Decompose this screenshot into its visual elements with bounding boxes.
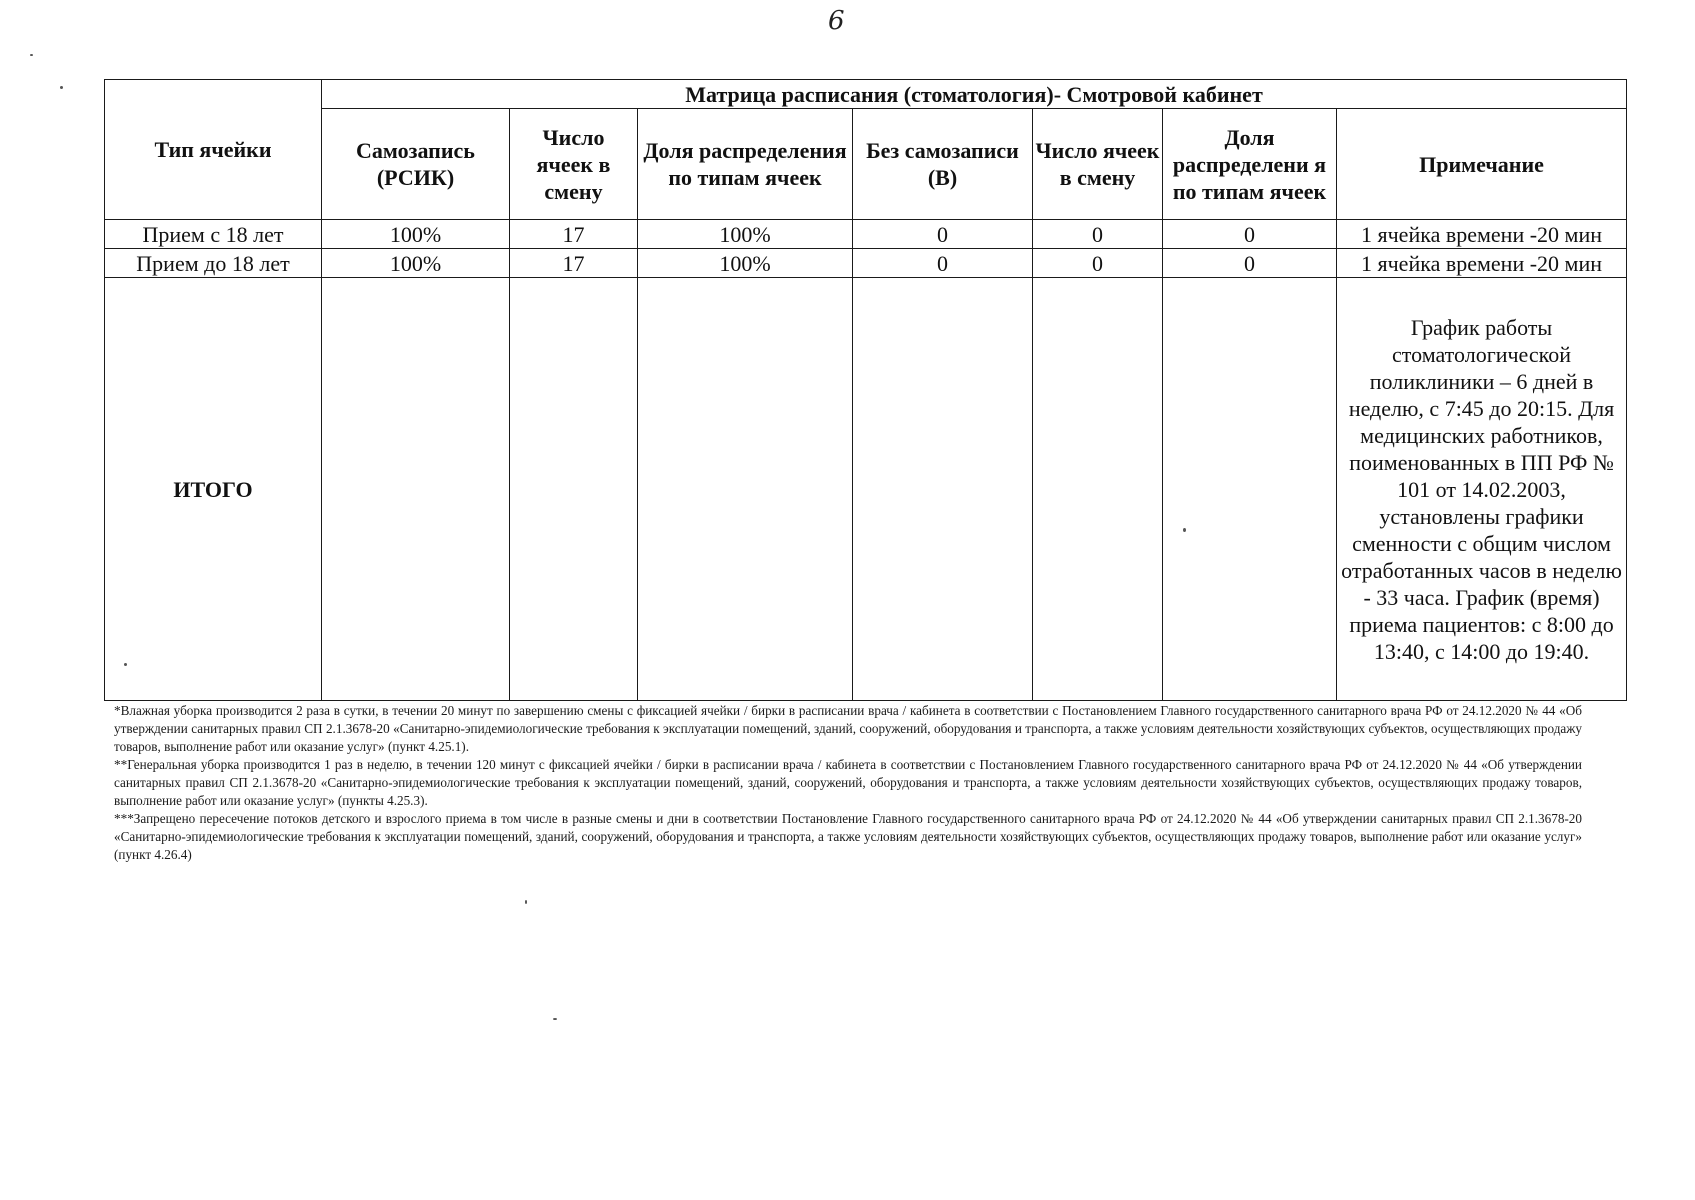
footnote-wet-cleaning: *Влажная уборка производится 2 раза в сутки, в течении 20 минут по завершению смены с фиксацией ячейки / бирки в расписании врача / кабинета в соответствии с Постановлением Главного государственного санитарного врача РФ от 24.12.2020 № 44 «Об утверждении санитарных правил СП 2.1.3678-20 «Санитарно-эпидемиологические требования к эксплуатации помещений, зданий, сооружений, оборудования и транспорта, а также условиям деятельности хозяйствующих субъектов, осуществляющих продажу товаров, выполнение работ или оказание услуг» (пункт 4.25.1).: [114, 703, 1582, 754]
row-no-self-booking: 0: [853, 220, 1033, 249]
total-label: ИТОГО: [105, 278, 322, 701]
footnote-flow-separation: ***Запрещено пересечение потоков детского и взрослого приема в том числе в разные смены и дни в соответствии Постановление Главного государственного санитарного врача РФ от 24.12.2020 № 44 «Об утверждении санитарных правил СП 2.1.3678-20 «Санитарно-эпидемиологические требования к эксплуатации помещений, зданий, сооружений, оборудования и транспорта, а также условиям деятельности хозяйствующих субъектов, осуществляющих продажу товаров, выполнение работ или оказание услуг» (пункт 4.26.4): [114, 811, 1582, 862]
table-row: [105, 249, 1627, 278]
row-self-booking: 100%: [322, 220, 510, 249]
empty-cell: [510, 278, 638, 701]
table-title-row: [105, 80, 1627, 109]
row-cells-per-shift-2: 0: [1033, 220, 1163, 249]
scan-speck: [553, 1018, 557, 1020]
table-row: [105, 220, 1627, 249]
empty-cell: [638, 278, 853, 701]
row-cells-per-shift-2: 0: [1033, 249, 1163, 278]
scan-speck: [1183, 528, 1186, 532]
header-self-booking: Самозапись (РСИК): [322, 109, 510, 220]
row-cells-per-shift: 17: [510, 220, 638, 249]
scan-speck: [30, 54, 33, 56]
header-share-by-type-2: Доля распределени я по типам ячеек: [1163, 109, 1337, 220]
empty-cell: [1163, 278, 1337, 701]
header-cells-per-shift: Число ячеек в смену: [510, 109, 638, 220]
scan-speck: [525, 900, 527, 904]
scan-speck: [60, 86, 63, 89]
page-number: 6: [828, 6, 845, 36]
footnotes: [114, 702, 1582, 864]
header-no-self-booking: Без самозаписи (В): [853, 109, 1033, 220]
row-share-by-type: 100%: [638, 249, 853, 278]
row-cells-per-shift: 17: [510, 249, 638, 278]
row-no-self-booking: 0: [853, 249, 1033, 278]
row-share-by-type-2: 0: [1163, 249, 1337, 278]
empty-cell: [1033, 278, 1163, 701]
scan-speck: [124, 663, 127, 666]
row-type: Прием до 18 лет: [105, 249, 322, 278]
row-self-booking: 100%: [322, 249, 510, 278]
schedule-matrix-table: [104, 79, 1627, 701]
header-note: Примечание: [1337, 109, 1627, 220]
footnote-general-cleaning: **Генеральная уборка производится 1 раз в неделю, в течении 120 минут с фиксацией ячейки / бирки в расписании врача / кабинета в соответствии с Постановлением Главного государственного санитарного врача РФ от 24.12.2020 № 44 «Об утверждении санитарных правил СП 2.1.3678-20 «Санитарно-эпидемиологические требования к эксплуатации помещений, зданий, сооружений, оборудования и транспорта, а также условиям деятельности хозяйствующих субъектов, осуществляющих продажу товаров, выполнение работ или оказание услуг» (пункты 4.25.3).: [114, 757, 1582, 808]
empty-cell: [853, 278, 1033, 701]
header-cells-per-shift-2: Число ячеек в смену: [1033, 109, 1163, 220]
header-cell-type: Тип ячейки: [105, 80, 322, 220]
header-share-by-type: Доля распределения по типам ячеек: [638, 109, 853, 220]
table-title: Матрица расписания (стоматология)- Смотровой кабинет: [322, 80, 1627, 109]
total-note: График работы стоматологической поликлиники – 6 дней в неделю, с 7:45 до 20:15. Для медицинских работников, поименованных в ПП РФ № 101 от 14.02.2003, установлены графики сменности с общим числом отработанных часов в неделю - 33 часа. График (время) приема пациентов: с 8:00 до 13:40, с 14:00 до 19:40.: [1337, 278, 1627, 701]
total-row: [105, 278, 1627, 701]
row-share-by-type: 100%: [638, 220, 853, 249]
empty-cell: [322, 278, 510, 701]
row-note: 1 ячейка времени -20 мин: [1337, 249, 1627, 278]
header-row: [105, 109, 1627, 220]
row-note: 1 ячейка времени -20 мин: [1337, 220, 1627, 249]
row-type: Прием с 18 лет: [105, 220, 322, 249]
row-share-by-type-2: 0: [1163, 220, 1337, 249]
